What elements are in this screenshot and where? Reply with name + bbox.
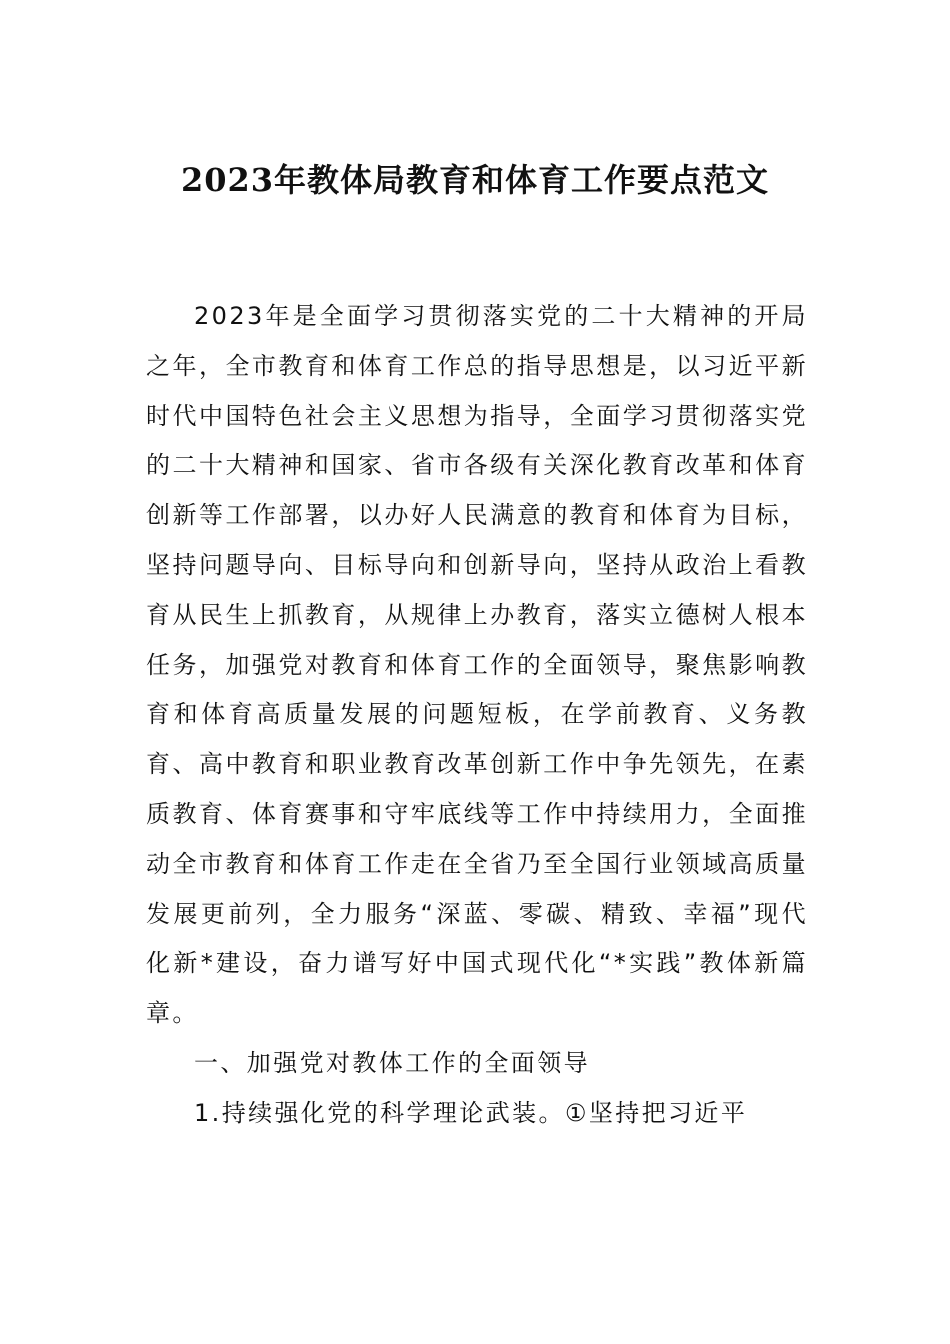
document-title: 2023年教体局教育和体育工作要点范文: [180, 161, 770, 199]
intro-paragraph: 2023年是全面学习贯彻落实党的二十大精神的开局之年，全市教育和体育工作总的指导思想是，以习近平新时代中国特色社会主义思想为指导，全面学习贯彻落实党的二十大精神和国家、省市各级有关深化教育改革和体育创新等工作部署，以办好人民满意的教育和体育为目标，坚持问题导向、目标导向和创新导向，坚持从政治上看教育从民生上抓教育，从规律上办教育，落实立德树人根本任务，加强党对教育和体育工作的全面领导，聚焦影响教育和体育高质量发展的问题短板，在学前教育、义务教育、高中教育和职业教育改革创新工作中争先领先，在素质教育、体育赛事和守牢底线等工作中持续用力，全面推动全市教育和体育工作走在全省乃至全国行业领域高质量发展更前列，全力服务“深蓝、零碳、精致、幸福”现代化新*建设，奋力谱写好中国式现代化“*实践”教体新篇章。: [146, 302, 808, 1028]
item-1-paragraph: 1.持续强化党的科学理论武装。①坚持把习近平: [194, 1098, 748, 1127]
section-heading-1: 一、加强党对教体工作的全面领导: [194, 1048, 590, 1077]
document-body: [146, 292, 808, 1139]
